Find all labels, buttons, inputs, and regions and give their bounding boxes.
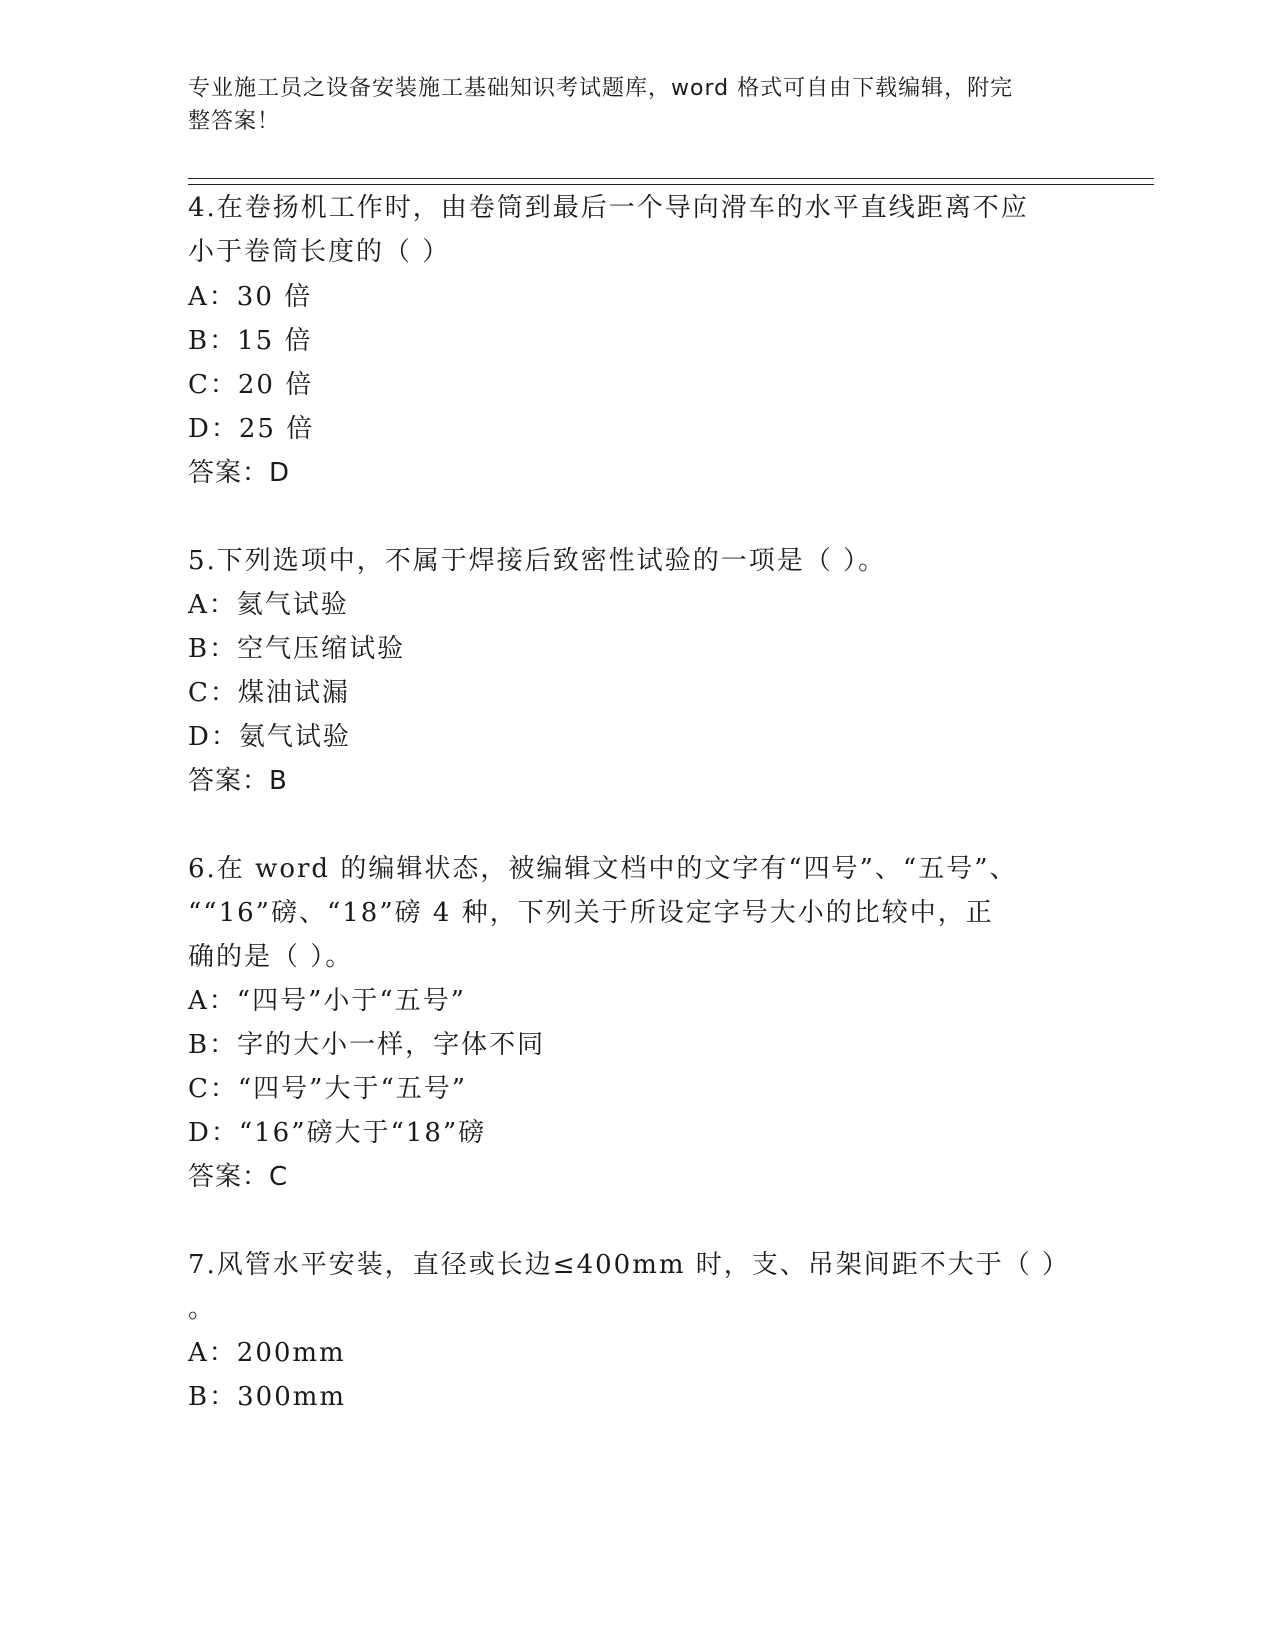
question-4-option-b: B：15 倍 [188,326,313,356]
question-7-stem-line-1: 7.风管水平安装，直径或长边≤400mm 时，支、吊架间距不大于（ ） [188,1250,1071,1280]
question-4-option-a: A：30 倍 [188,282,313,312]
question-6-option-b: B：字的大小一样，字体不同 [188,1030,546,1060]
question-5-option-a: A：氦气试验 [188,590,349,620]
question-7-option-b: B：300mm [188,1382,347,1412]
question-5-option-c: C：煤油试漏 [188,678,350,708]
question-4-option-d: D：25 倍 [188,414,315,444]
question-4-answer: 答案：D [188,458,291,488]
question-5-answer: 答案：B [188,766,288,796]
question-6-stem-line-3: 确的是（ ）。 [188,942,354,972]
header-divider-top [188,178,1154,179]
question-6-stem-line-1: 6.在 word 的编辑状态，被编辑文档中的文字有“四号”、“五号”、 [188,854,1018,884]
question-6-answer: 答案：C [188,1162,289,1192]
header-line-1: 专业施工员之设备安装施工基础知识考试题库，word 格式可自由下载编辑，附完 [188,76,1014,101]
question-5-option-d: D：氨气试验 [188,722,351,752]
document-header [188,72,1068,138]
question-4-stem-line-1: 4.在卷扬机工作时，由卷筒到最后一个导向滑车的水平直线距离不应 [188,193,1029,223]
question-6-stem-line-2: ““16”磅、“18”磅 4 种，下列关于所设定字号大小的比较中，正 [188,898,994,928]
question-5-stem-line-1: 5.下列选项中，不属于焊接后致密性试验的一项是（ ）。 [188,546,887,576]
question-6-option-a: A：“四号”小于“五号” [188,986,466,1016]
question-7-option-a: A：200mm [188,1338,346,1368]
question-4-stem-line-2: 小于卷筒长度的（ ） [188,237,451,267]
header-divider-bottom [188,184,1154,185]
question-5-option-b: B：空气压缩试验 [188,634,406,664]
question-7-stem-line-2: 。 [188,1294,217,1324]
question-4-option-c: C：20 倍 [188,370,314,400]
question-6-option-d: D：“16”磅大于“18”磅 [188,1118,487,1148]
header-line-2: 整答案！ [188,109,281,134]
question-6-option-c: C：“四号”大于“五号” [188,1074,468,1104]
